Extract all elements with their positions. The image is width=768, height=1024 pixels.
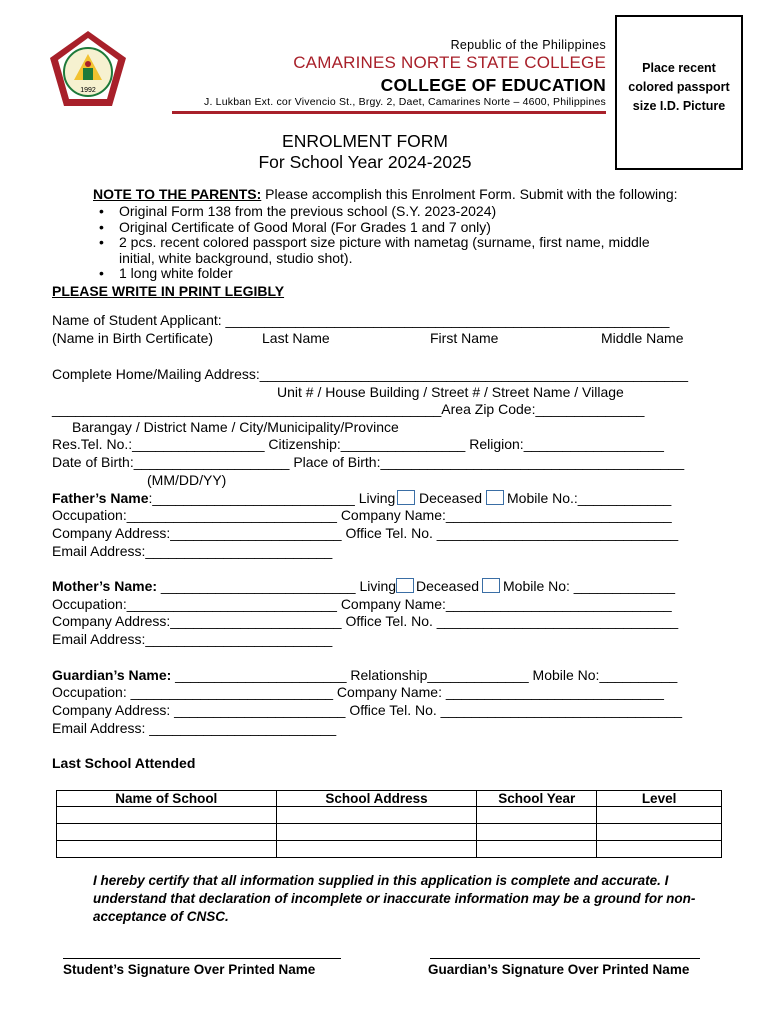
address-hints-2: Barangay / District Name / City/Municipality/Province xyxy=(72,419,399,435)
requirements-list xyxy=(119,204,689,282)
table-header-row xyxy=(57,791,722,807)
guardian-occupation-field[interactable]: Occupation: __________________________ Company Name: ____________________________ xyxy=(52,684,664,700)
table-row xyxy=(57,841,722,858)
college-logo xyxy=(46,28,130,112)
note-label: NOTE TO THE PARENTS: xyxy=(93,186,262,202)
name-hint: (Name in Birth Certificate) xyxy=(52,330,214,346)
table-cell[interactable] xyxy=(597,841,722,858)
note-text: Please accomplish this Enrolment Form. Submit with the following: xyxy=(261,186,678,202)
table-row xyxy=(57,824,722,841)
table-cell[interactable] xyxy=(57,807,277,824)
department-name: COLLEGE OF EDUCATION xyxy=(380,75,606,95)
tel-citizenship-religion-field[interactable]: Res.Tel. No.:_________________ Citizenship:________________ Religion:__________________ xyxy=(52,436,664,452)
republic-text: Republic of the Philippines xyxy=(450,38,606,52)
logo-year: 1992 xyxy=(80,87,96,94)
list-item: • 2 pcs. recent colored passport size picture with nametag (surname, first name, middle initial, white background, studio shot). xyxy=(119,235,689,266)
table-cell[interactable] xyxy=(477,807,597,824)
col-level: Level xyxy=(597,791,722,807)
student-signature-line[interactable] xyxy=(63,958,341,959)
guardian-company-address-field[interactable]: Company Address: ______________________ Office Tel. No. _______________________________ xyxy=(52,702,683,718)
mother-name-field[interactable]: Mother’s Name: _________________________ Living xyxy=(52,578,397,594)
mother-deceased-label: Deceased xyxy=(416,578,480,594)
mother-mobile-field[interactable]: Mobile No: _____________ xyxy=(503,578,676,594)
header-divider xyxy=(172,111,606,114)
note-line xyxy=(93,186,678,203)
table-cell[interactable] xyxy=(477,824,597,841)
middle-name-hint: Middle Name xyxy=(601,330,684,346)
mother-living-checkbox[interactable] xyxy=(396,578,414,593)
col-school-year: School Year xyxy=(477,791,597,807)
father-occupation-field[interactable]: Occupation:___________________________ Company Name:_____________________________ xyxy=(52,507,672,523)
mother-email-field[interactable]: Email Address:________________________ xyxy=(52,631,333,647)
table-cell[interactable] xyxy=(597,807,722,824)
address-field[interactable]: Complete Home/Mailing Address:_______________________________________________________ xyxy=(52,366,688,382)
birth-field[interactable]: Date of Birth:____________________ Place of Birth:_______________________________________ xyxy=(52,454,685,470)
father-mobile-field[interactable]: Mobile No.:____________ xyxy=(507,490,672,506)
table-cell[interactable] xyxy=(276,841,477,858)
table-cell[interactable] xyxy=(276,807,477,824)
table-row xyxy=(57,807,722,824)
list-item: • 1 long white folder xyxy=(119,266,689,282)
college-name: CAMARINES NORTE STATE COLLEGE xyxy=(293,53,606,72)
col-name-of-school: Name of School xyxy=(57,791,277,807)
student-signature-label: Student’s Signature Over Printed Name xyxy=(63,962,316,977)
father-deceased-checkbox[interactable] xyxy=(486,490,504,505)
father-email-field[interactable]: Email Address:________________________ xyxy=(52,543,333,559)
guardian-signature-line[interactable] xyxy=(430,958,700,959)
guardian-email-field[interactable]: Email Address: ________________________ xyxy=(52,720,337,736)
first-name-hint: First Name xyxy=(430,330,499,346)
last-school-table xyxy=(56,790,722,858)
list-item: • Original Form 138 from the previous school (S.Y. 2023-2024) xyxy=(119,204,689,220)
dob-hint: (MM/DD/YY) xyxy=(147,472,227,488)
table-cell[interactable] xyxy=(276,824,477,841)
student-name-field[interactable]: Name of Student Applicant: _________________________________________________________ xyxy=(52,312,670,328)
last-name-hint: Last Name xyxy=(262,330,330,346)
address-hints: Unit # / House Building / Street # / Street Name / Village xyxy=(277,384,624,400)
table-cell[interactable] xyxy=(57,824,277,841)
list-item: • Original Certificate of Good Moral (For Grades 1 and 7 only) xyxy=(119,220,689,236)
father-company-address-field[interactable]: Company Address:______________________ Office Tel. No. _______________________________ xyxy=(52,525,679,541)
last-school-heading: Last School Attended xyxy=(52,755,196,771)
form-title: ENROLMENT FORM xyxy=(282,131,448,151)
zip-code-field[interactable]: __________________________________________________Area Zip Code:______________ xyxy=(52,401,645,417)
photo-instruction: Place recent colored passport size I.D. Picture xyxy=(628,61,730,113)
table-cell[interactable] xyxy=(57,841,277,858)
table-cell[interactable] xyxy=(477,841,597,858)
father-deceased-label: Deceased xyxy=(419,490,483,506)
table-cell[interactable] xyxy=(597,824,722,841)
guardian-name-field[interactable]: Guardian’s Name: ______________________ Relationship_____________ Mobile No:__________ xyxy=(52,667,678,683)
mother-deceased-checkbox[interactable] xyxy=(482,578,500,593)
college-address: J. Lukban Ext. cor Vivencio St., Brgy. 2, Daet, Camarines Norte – 4600, Philippines xyxy=(204,96,606,108)
certification-statement: I hereby certify that all information supplied in this application is complete and accurate. I understand that declaration of incomplete or inaccurate information may be a ground for non-acceptance of CNSC. xyxy=(93,873,696,924)
school-year-title: For School Year 2024-2025 xyxy=(258,152,472,172)
col-school-address: School Address xyxy=(276,791,477,807)
father-living-checkbox[interactable] xyxy=(397,490,415,505)
print-instruction: PLEASE WRITE IN PRINT LEGIBLY xyxy=(52,283,285,299)
mother-occupation-field[interactable]: Occupation:___________________________ Company Name:_____________________________ xyxy=(52,596,672,612)
mother-company-address-field[interactable]: Company Address:______________________ Office Tel. No. _______________________________ xyxy=(52,613,679,629)
guardian-signature-label: Guardian’s Signature Over Printed Name xyxy=(428,962,690,977)
father-name-field[interactable]: Father’s Name:__________________________ Living xyxy=(52,490,396,506)
